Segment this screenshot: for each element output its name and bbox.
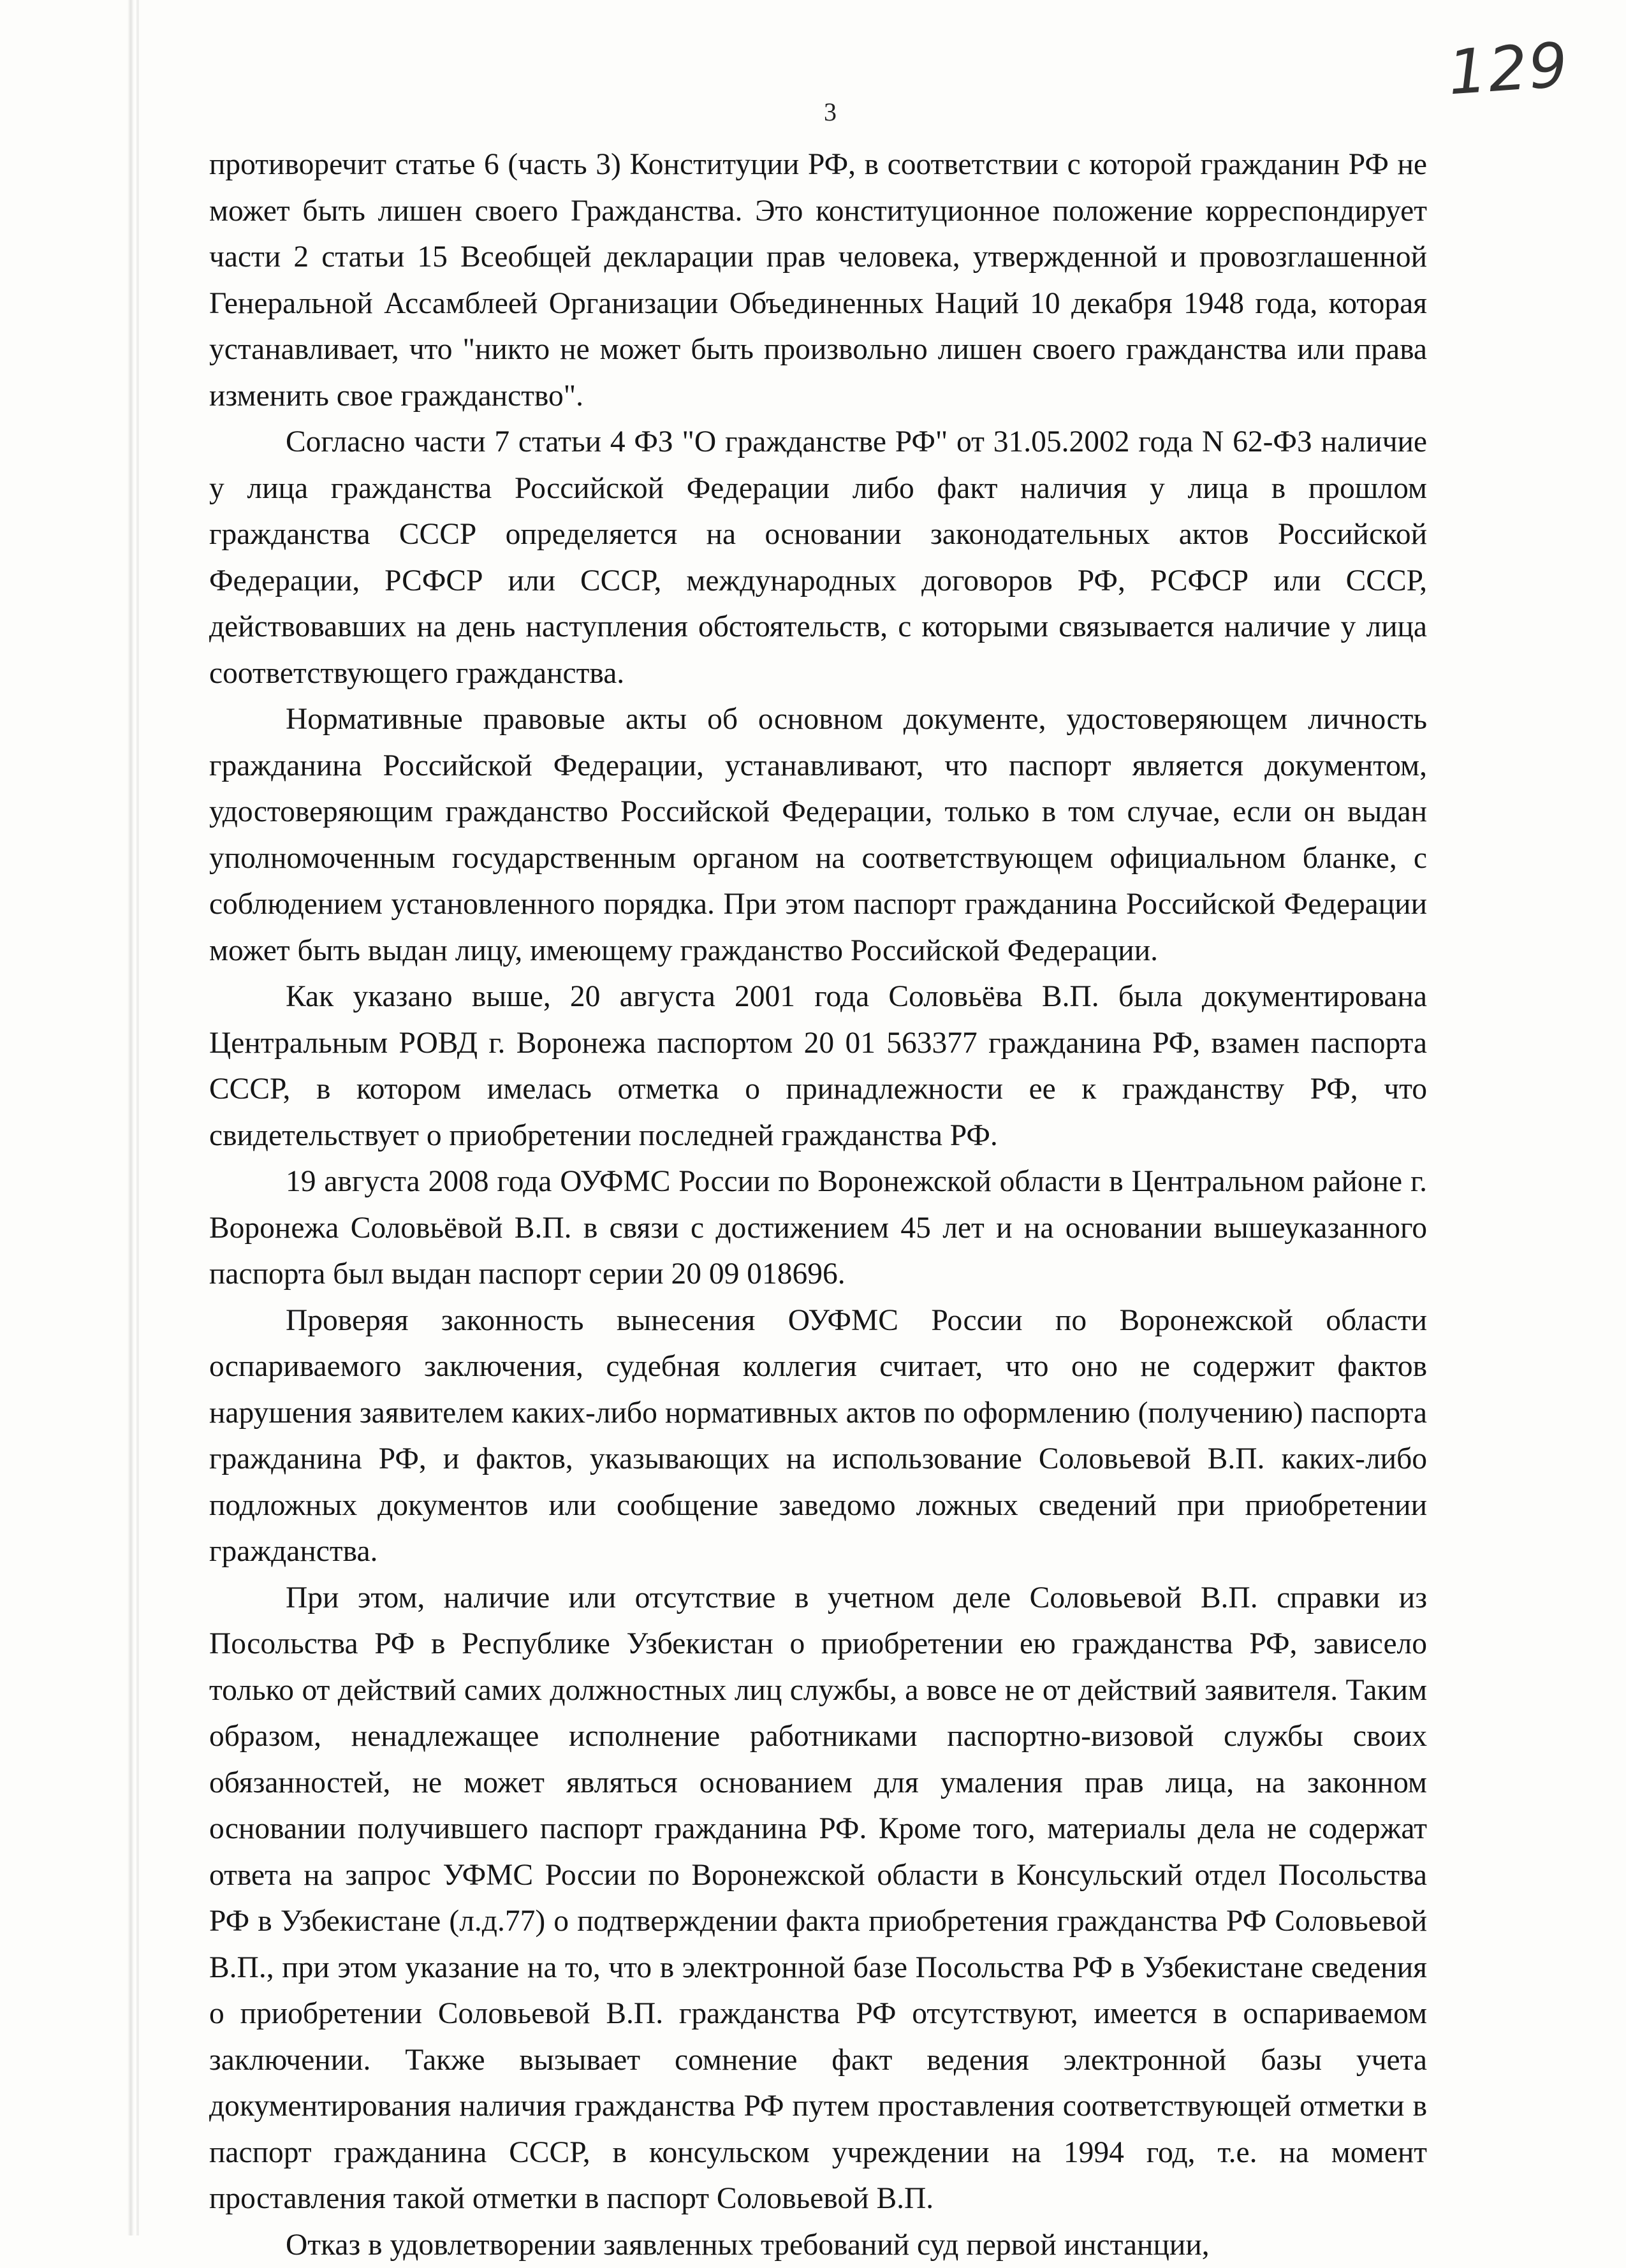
page-number: 3 (824, 97, 837, 127)
paragraph-1: противоречит статье 6 (часть 3) Конституции РФ, в соответствии с которой гражданин РФ не может быть лишен своего Гражданства. Это конституционное положение корреспондирует части 2 статьи 15 Всеобщей декларации прав человека, утвержденной и провозглашенной Генеральной Ассамблеей Организации Объединенных Наций 10 декабря 1948 года, которая устанавливает, что "никто не может быть произвольно лишен своего гражданства или права изменить свое гражданство". (209, 142, 1427, 419)
paragraph-7: При этом, наличие или отсутствие в учетном деле Соловьевой В.П. справки из Посольства РФ в Республике Узбекистан о приобретении ею гражданства РФ, зависело только от действий самих должностных лиц службы, а вовсе не от действий заявителя. Таким образом, ненадлежащее исполнение работниками паспортно-визовой службы своих обязанностей, не может являться основанием для умаления прав лица, на законном основании получившего паспорт гражданина РФ. Кроме того, материалы дела не содержат ответа на запрос УФМС России по Воронежской области в Консульский отдел Посольства РФ в Узбекистане (л.д.77) о подтверждении факта приобретения гражданства РФ Соловьевой В.П., при этом указание на то, что в электронной базе Посольства РФ в Узбекистане сведения о приобретении Соловьевой В.П. гражданства РФ отсутствуют, имеется в оспариваемом заключении. Также вызывает сомнение факт ведения электронной базы учета документирования наличия гражданства РФ путем проставления соответствующей отметки в паспорт гражданина СССР, в консульском учреждении на 1994 год, т.е. на момент проставления такой отметки в паспорт Соловьевой В.П. (209, 1575, 1427, 2222)
paragraph-5: 19 августа 2008 года ОУФМС России по Воронежской области в Центральном районе г. Воронежа Соловьёвой В.П. в связи с достижением 45 лет и на основании вышеуказанного паспорта был выдан паспорт серии 20 09 018696. (209, 1159, 1427, 1298)
handwritten-sheet-number: 129 (1446, 29, 1571, 109)
scan-edge-line (136, 0, 139, 2235)
document-body (209, 142, 1427, 2268)
paragraph-3: Нормативные правовые акты об основном документе, удостоверяющем личность гражданина Российской Федерации, устанавливают, что паспорт является документом, удостоверяющим гражданство Российской Федерации, только в том случае, если он выдан уполномоченным государственным органом на соответствующем официальном бланке, с соблюдением установленного порядка. При этом паспорт гражданина Российской Федерации может быть выдан лицу, имеющему гражданство Российской Федерации. (209, 696, 1427, 974)
scan-edge-shadow (128, 0, 134, 2235)
paragraph-6: Проверяя законность вынесения ОУФМС России по Воронежской области оспариваемого заключения, судебная коллегия считает, что оно не содержит фактов нарушения заявителем каких-либо нормативных актов по оформлению (получению) паспорта гражданина РФ, и фактов, указывающих на использование Соловьевой В.П. каких-либо подложных документов или сообщение заведомо ложных сведений при приобретении гражданства. (209, 1298, 1427, 1575)
paragraph-2: Согласно части 7 статьи 4 ФЗ "О гражданстве РФ" от 31.05.2002 года N 62-ФЗ наличие у лица гражданства Российской Федерации либо факт наличия у лица в прошлом гражданства СССР определяется на основании законодательных актов Российской Федерации, РСФСР или СССР, международных договоров РФ, РСФСР или СССР, действовавших на день наступления обстоятельств, с которыми связывается наличие у лица соответствующего гражданства. (209, 419, 1427, 696)
paragraph-4: Как указано выше, 20 августа 2001 года Соловьёва В.П. была документирована Центральным РОВД г. Воронежа паспортом 20 01 563377 гражданина РФ, взамен паспорта СССР, в котором имелась отметка о принадлежности ее к гражданству РФ, что свидетельствует о приобретении последней гражданства РФ. (209, 974, 1427, 1159)
paragraph-8: Отказ в удовлетворении заявленных требований суд первой инстанции, (209, 2222, 1427, 2268)
